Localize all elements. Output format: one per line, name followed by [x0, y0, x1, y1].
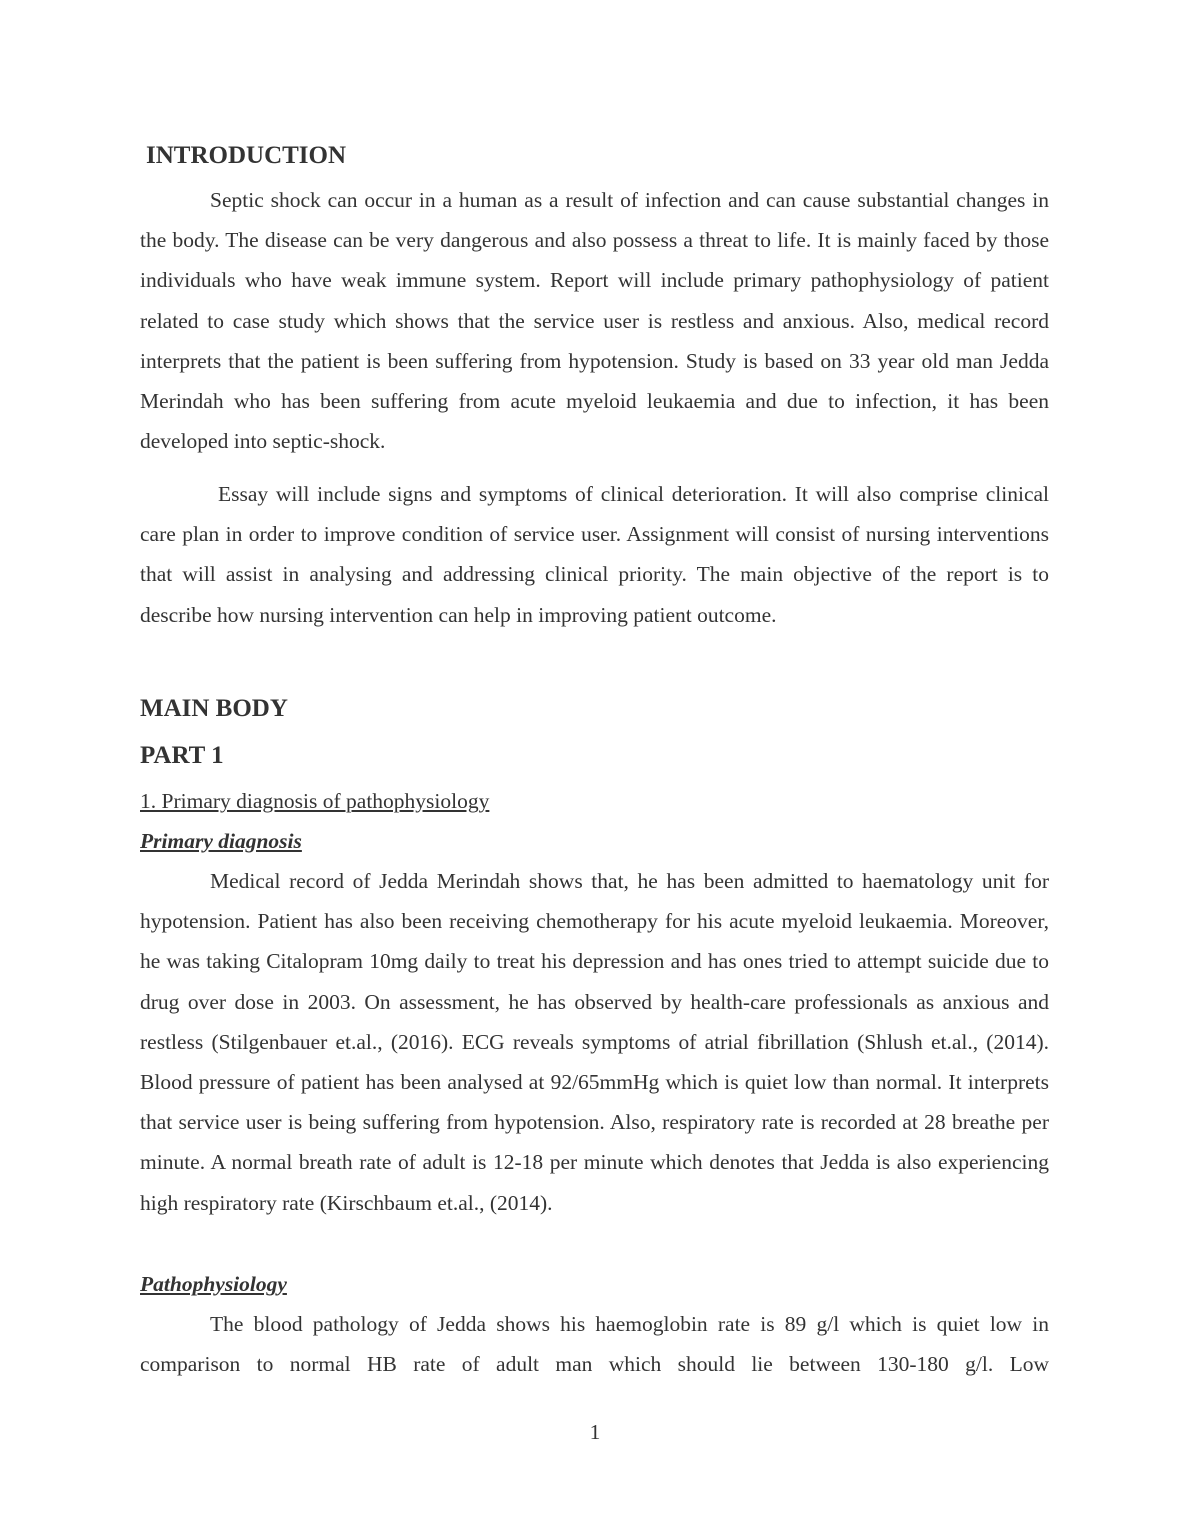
part-1-heading: PART 1: [140, 742, 224, 769]
pathophysiology-heading: Pathophysiology: [140, 1272, 287, 1296]
primary-diagnosis-heading: Primary diagnosis: [140, 829, 302, 853]
section-title: 1. Primary diagnosis of pathophysiology: [140, 789, 490, 813]
introduction-paragraph-1: Septic shock can occur in a human as a result of infection and can cause substantial changes in the body. The disease can be very dangerous and also possess a threat to life. It is mainly faced by those individuals who have weak immune system. Report will include primary pathophysiology of patient related to case study which shows that the service user is restless and anxious. Also, medical record interprets that the patient is been suffering from hypotension. Study is based on 33 year old man Jedda Merindah who has been suffering from acute myeloid leukaemia and due to infection, it has been developed into septic-shock.: [140, 188, 1049, 454]
main-body-heading: MAIN BODY: [140, 695, 288, 722]
primary-diagnosis-paragraph: Medical record of Jedda Merindah shows that, he has been admitted to haematology unit for hypotension. Patient has also been receiving chemotherapy for his acute myeloid leukaemia. Moreover, he was taking Citalopram 10mg daily to treat his depression and has ones tried to attempt suicide due to drug over dose in 2003. On assessment, he has observed by health-care professionals as anxious and restless (Stilgenbauer et.al., (2016). ECG reveals symptoms of atrial fibrillation (Shlush et.al., (2014). Blood pressure of patient has been analysed at 92/65mmHg which is quiet low than normal. It interprets that service user is being suffering from hypotension. Also, respiratory rate is recorded at 28 breathe per minute. A normal breath rate of adult is 12-18 per minute which denotes that Jedda is also experiencing high respiratory rate (Kirschbaum et.al., (2014).: [140, 869, 1049, 1215]
page-number: 1: [589, 1420, 601, 1444]
introduction-heading: INTRODUCTION: [146, 142, 347, 169]
pathophysiology-paragraph: The blood pathology of Jedda shows his haemoglobin rate is 89 g/l which is quiet low in comparison to normal HB rate of adult man which should lie between 130-180 g/l. Low: [140, 1312, 1049, 1377]
introduction-paragraph-2: Essay will include signs and symptoms of clinical deterioration. It will also comprise clinical care plan in order to improve condition of service user. Assignment will consist of nursing interventions that will assist in analysing and addressing clinical priority. The main objective of the report is to describe how nursing intervention can help in improving patient outcome.: [140, 482, 1049, 627]
